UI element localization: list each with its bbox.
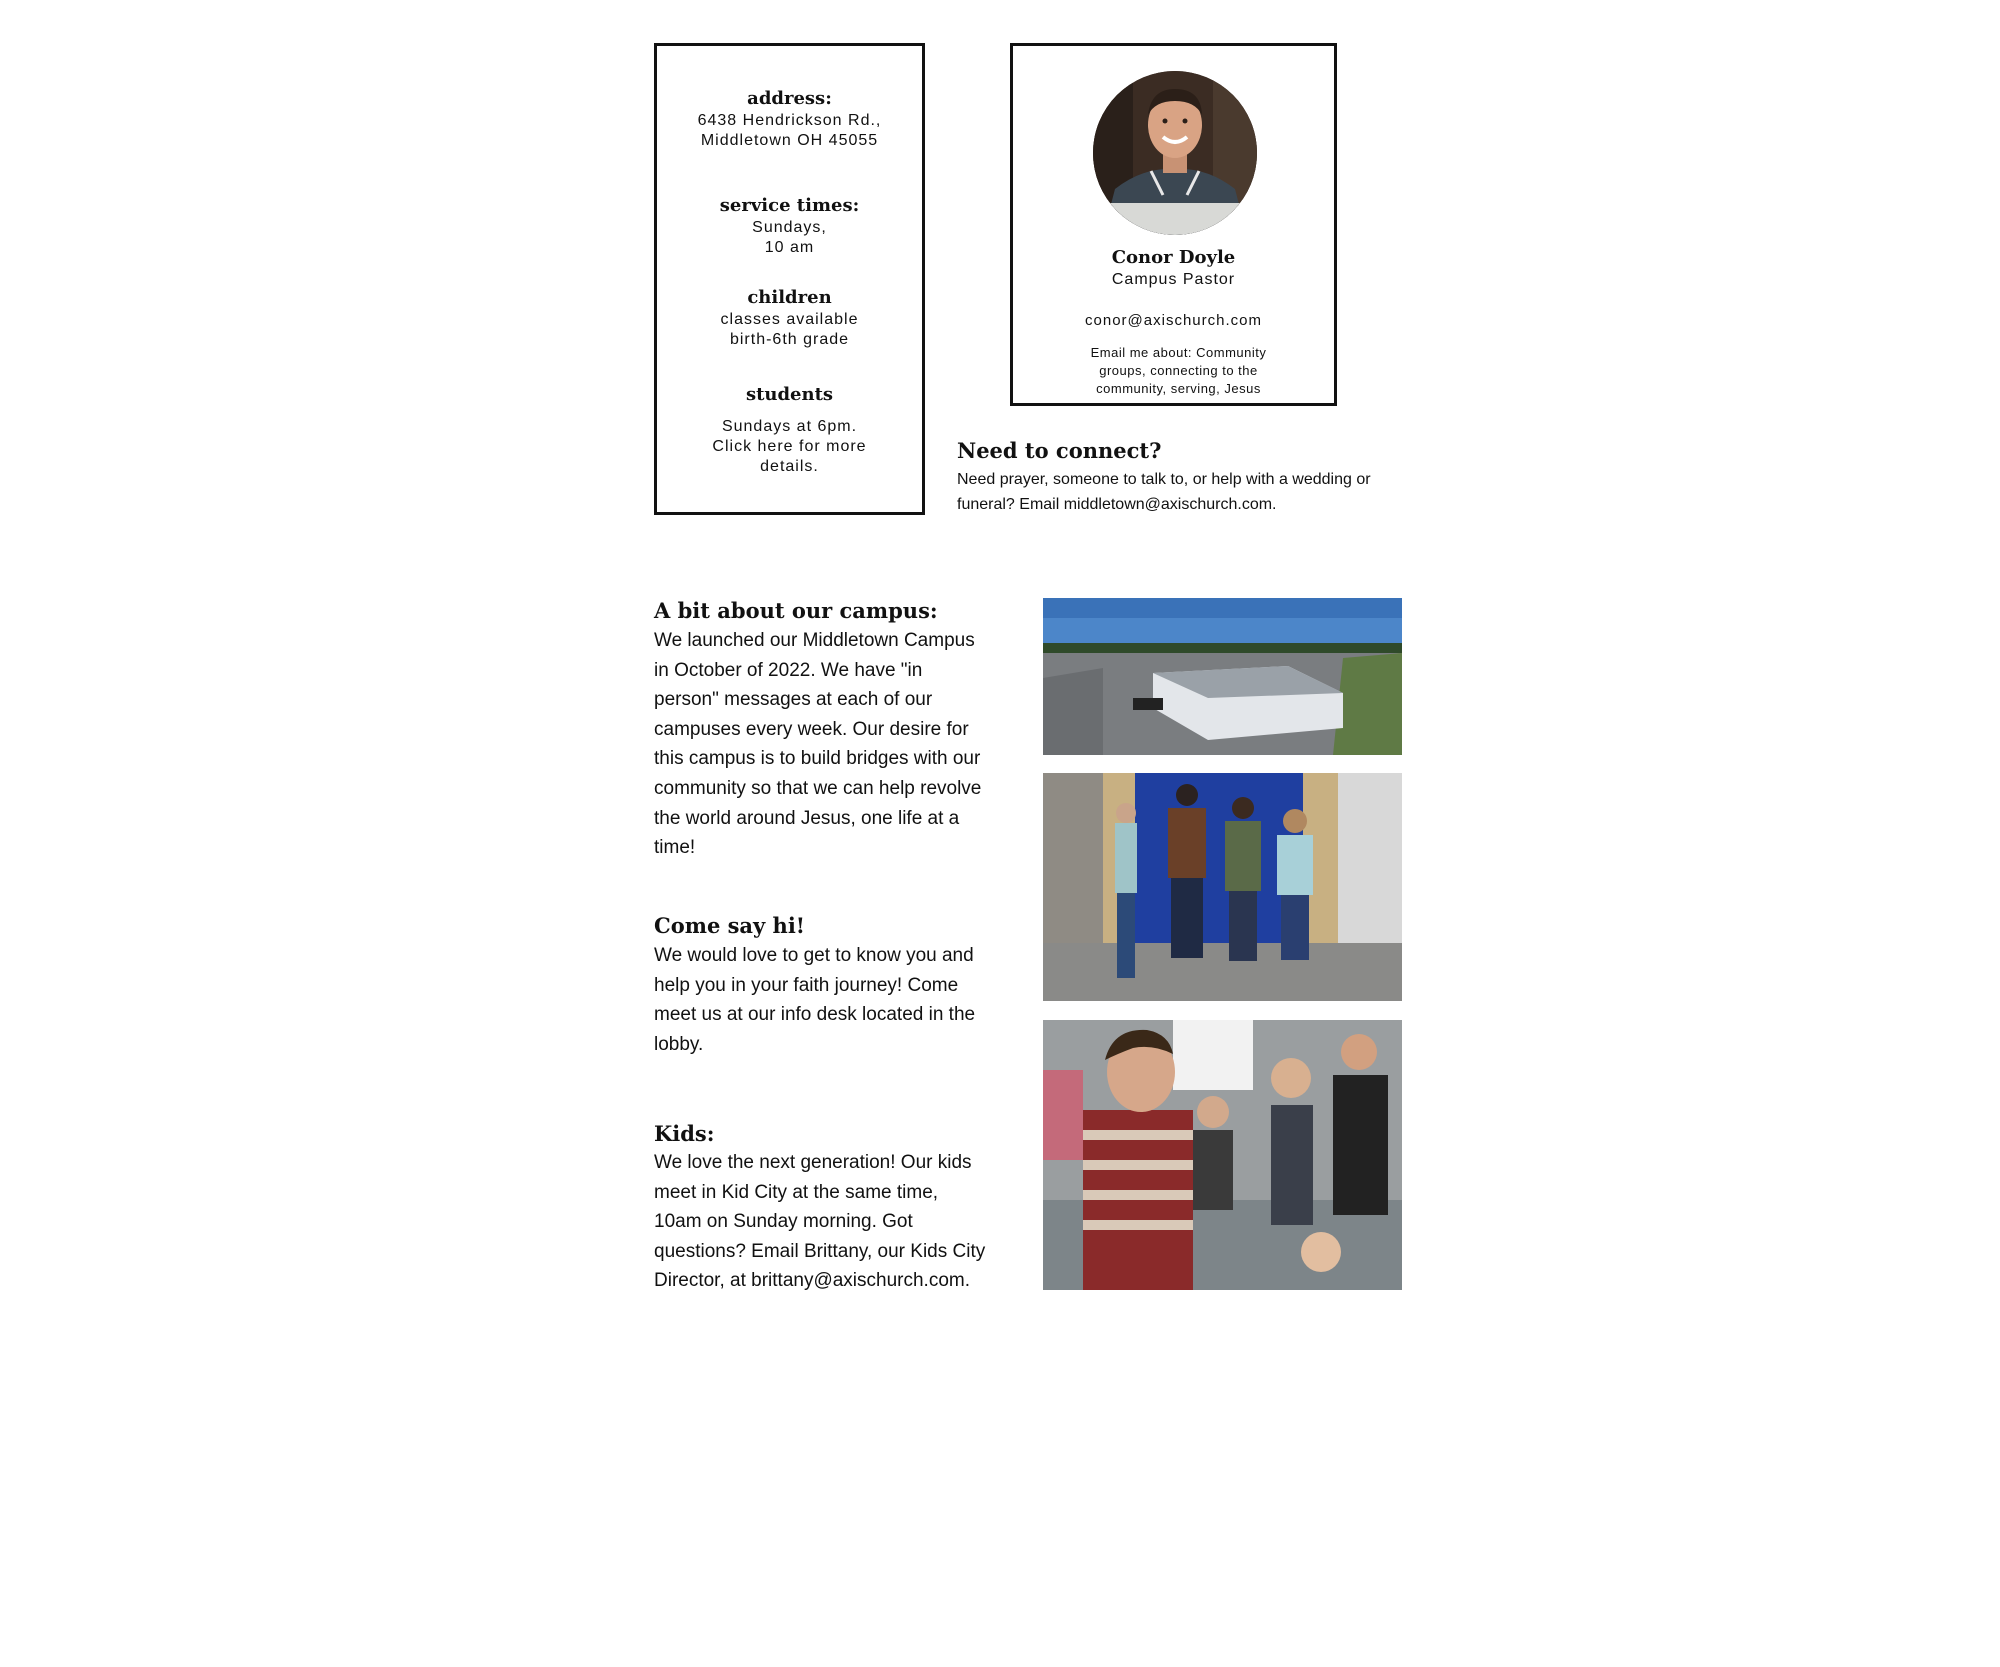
say-hi-text: We would love to get to know you and help you in your faith journey! Come meet us at our info desk located in the lobby. (654, 945, 976, 1055)
lobby-people-image (1043, 773, 1402, 1001)
campus-heading: A bit about our campus: (654, 598, 938, 623)
address-line-1: 6438 Hendrickson Rd., (697, 112, 882, 129)
address-line-2: Middletown OH 45055 (700, 132, 879, 149)
students-details-link-cont[interactable]: details. (760, 458, 819, 475)
service-times-line-2: 10 am (764, 239, 815, 256)
children-heading: children (747, 287, 832, 308)
students-details-link[interactable]: Click here for more (712, 438, 867, 455)
kids-photo (1043, 1020, 1402, 1290)
campus-info-box (654, 43, 925, 515)
kids-image (1043, 1020, 1402, 1290)
connect-heading: Need to connect? (957, 438, 1162, 463)
campus-text: We launched our Middletown Campus in October of 2022. We have "in person" messages at each of our campuses every week. Our desire for this campus is to build bridges with our community so that we can help revolve the world around Jesus, one life at a time! (654, 630, 982, 859)
pastor-card (1010, 43, 1337, 406)
address-heading: address: (747, 88, 832, 109)
connect-text: Need prayer, someone to talk to, or help with a wedding or funeral? Email middletown@axischurch.com. (957, 471, 1371, 513)
pastor-avatar (1093, 71, 1257, 235)
kids-heading: Kids: (654, 1121, 715, 1146)
pastor-email-link[interactable]: conor@axischurch.com (1085, 312, 1262, 329)
students-heading: students (745, 384, 834, 405)
pastor-email-topics: Email me about: Community groups, connecting to the community, serving, Jesus (1090, 345, 1267, 396)
campus-aerial-image (1043, 598, 1402, 755)
say-hi-heading: Come say hi! (654, 913, 806, 938)
kids-text: We love the next generation! Our kids meet in Kid City at the same time, 10am on Sunday morning. Got questions? Email Brittany, our Kids City Director, at brittany@axischurch.com. (654, 1152, 986, 1292)
pastor-role: Campus Pastor (1111, 271, 1236, 288)
pastor-name: Conor Doyle (1111, 247, 1236, 268)
campus-aerial-photo (1043, 598, 1402, 755)
service-times-heading: service times: (719, 195, 860, 216)
pastor-photo (1093, 71, 1257, 235)
children-line-2: birth-6th grade (729, 331, 850, 348)
students-line-1: Sundays at 6pm. (721, 418, 858, 435)
lobby-people-photo (1043, 773, 1402, 1001)
service-times-line-1: Sundays, (752, 219, 827, 236)
children-line-1: classes available (720, 311, 859, 328)
